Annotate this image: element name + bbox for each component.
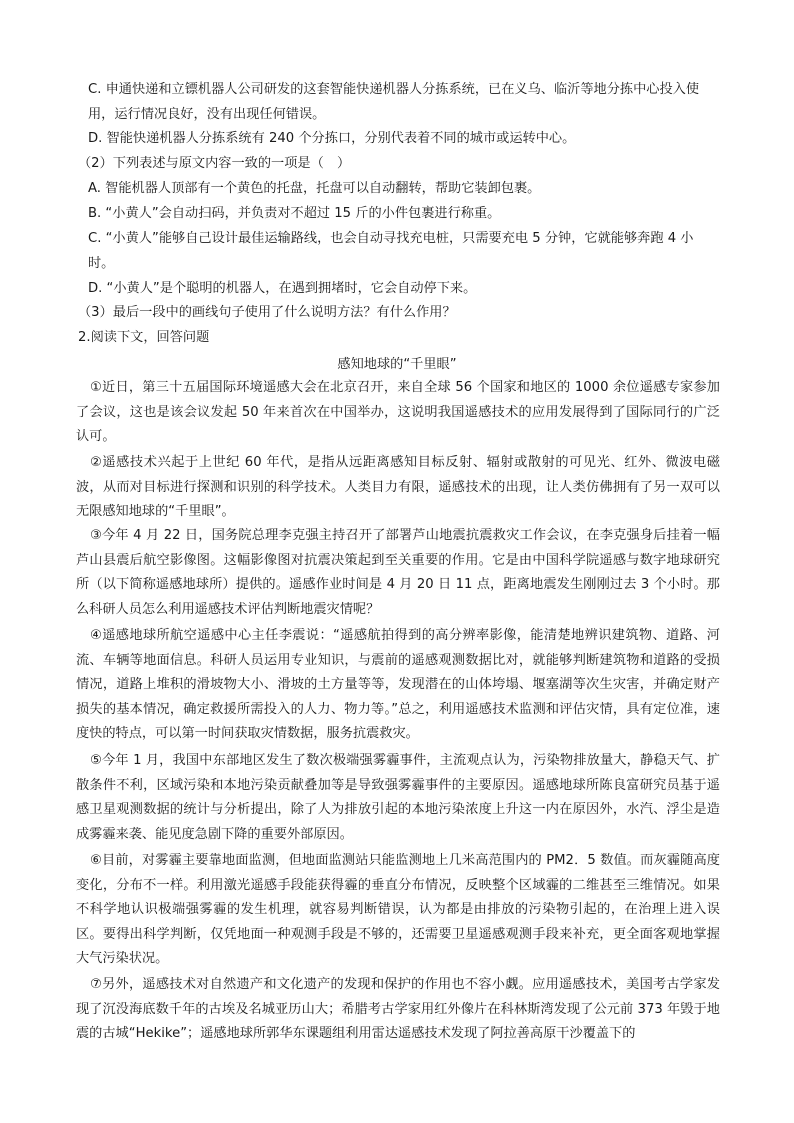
question-2-option-a: A. 智能机器人顶部有一个黄色的托盘，托盘可以自动翻转，帮助它装卸包裹。 bbox=[88, 181, 541, 196]
option-c-prev: C. 申通快递和立镖机器人公司研发的这套智能快递机器人分拣系统，已在义乌、临沂等地分拣中心投入使用，运行情况良好，没有出现任何错误。 bbox=[88, 82, 700, 122]
paragraph-6: ⑥目前，对雾霾主要靠地面监测，但地面监测站只能监测地上几米高范围内的 PM2．5 数值。而灰霾随高度变化，分布不一样。利用激光遥感手段能获得霾的垂直分布情况，反映整个区域霾的二维甚至三维情况。如果不科学地认识极端强雾霾的发生机理，就容易判断错误，认为都是由排放的污染物引起的，在治理上进入误区。要得出科学判断，仅凭地面一种观测手段是不够的，还需要卫星遥感观测手段来补充，更全面客观地掌握大气污染状况。 bbox=[76, 853, 720, 967]
section-2-heading: 2.阅读下文，回答问题 bbox=[78, 330, 210, 345]
article-title: 感知地球的“千里眼” bbox=[337, 357, 457, 372]
paragraph-5: ⑤今年 1 月，我国中东部地区发生了数次极端强雾霾事件，主流观点认为，污染物排放量大，静稳天气、扩散条件不利，区域污染和本地污染贡献叠加等是导致强雾霾事件的主要原因。遥感地球所陈良富研究员基于遥感卫星观测数据的统计与分析提出，除了人为排放引起的本地污染浓度上升这一内在原因外，水汽、浮尘是造成雾霾来袭、能见度急剧下降的重要外部原因。 bbox=[76, 753, 720, 842]
question-2-option-d: D. “小黄人”是个聪明的机器人，在遇到拥堵时，它会自动停下来。 bbox=[88, 281, 477, 296]
paragraph-4: ④遥感地球所航空遥感中心主任李震说：“遥感航拍得到的高分辨率影像，能清楚地辨识建筑物、道路、河流、车辆等地面信息。科研人员运用专业知识，与震前的遥感观测数据比对，就能够判断建筑物和道路的受损情况，道路上堆积的滑坡物大小、滑坡的土方量等等，发现潜在的山体垮塌、堰塞湖等次生灾害，并确定财产损失的基本情况，确定救援所需投入的人力、物力等。”总之，利用遥感技术监测和评估灾情，具有定位准，速度快的特点，可以第一时间获取灾情数据，服务抗震救灾。 bbox=[76, 628, 720, 742]
paragraph-2: ②遥感技术兴起于上世纪 60 年代，是指从远距离感知目标反射、辐射或散射的可见光、红外、微波电磁波，从而对目标进行探测和识别的科学技术。人类目力有限，遥感技术的出现，让人类仿佛拥有了另一双可以无限感知地球的“千里眼”。 bbox=[76, 455, 720, 520]
question-2-option-c: C. “小黄人”能够自己设计最佳运输路线，也会自动寻找充电桩，只需要充电 5 分钟，它就能够奔跑 4 小时。 bbox=[88, 231, 694, 271]
paragraph-1: ①近日，第三十五届国际环境遥感大会在北京召开，来自全球 56 个国家和地区的 1000 余位遥感专家参加了会议，这也是该会议发起 50 年来首次在中国举办，这说明我国遥感技术的应用发展得到了国际同行的广泛认可。 bbox=[76, 380, 720, 445]
question-2-option-b: B. “小黄人”会自动扫码，并负责对不超过 15 斤的小件包裹进行称重。 bbox=[88, 206, 501, 221]
question-2-stem: （2）下列表述与原文内容一致的一项是（ ） bbox=[78, 156, 351, 171]
option-d-prev: D. 智能快递机器人分拣系统有 240 个分拣口，分别代表着不同的城市或运转中心。 bbox=[88, 131, 576, 146]
paragraph-3: ③今年 4 月 22 日，国务院总理李克强主持召开了部署芦山地震抗震救灾工作会议，在李克强身后挂着一幅芦山县震后航空影像图。这幅影像图对抗震决策起到至关重要的作用。它是由中国科学院遥感与数字地球研究所（以下简称遥感地球所）提供的。遥感作业时间是 4 月 20 日 11 点，距离地震发生刚刚过去 3 个小时。那么科研人员怎么利用遥感技术评估判断地震灾情呢？ bbox=[76, 528, 720, 617]
question-3: （3）最后一段中的画线句子使用了什么说明方法？有什么作用？ bbox=[78, 305, 456, 320]
paragraph-7: ⑦另外，遥感技术对自然遗产和文化遗产的发现和保护的作用也不容小觑。应用遥感技术，美国考古学家发现了沉没海底数千年的古埃及名城亚历山大；希腊考古学家用红外像片在科林斯湾发现了公元前 373 年毁于地震的古城“Hekike”；遥感地球所郭华东课题组利用雷达遥感技术发现了阿拉善高原干沙覆盖下的 bbox=[76, 977, 720, 1042]
